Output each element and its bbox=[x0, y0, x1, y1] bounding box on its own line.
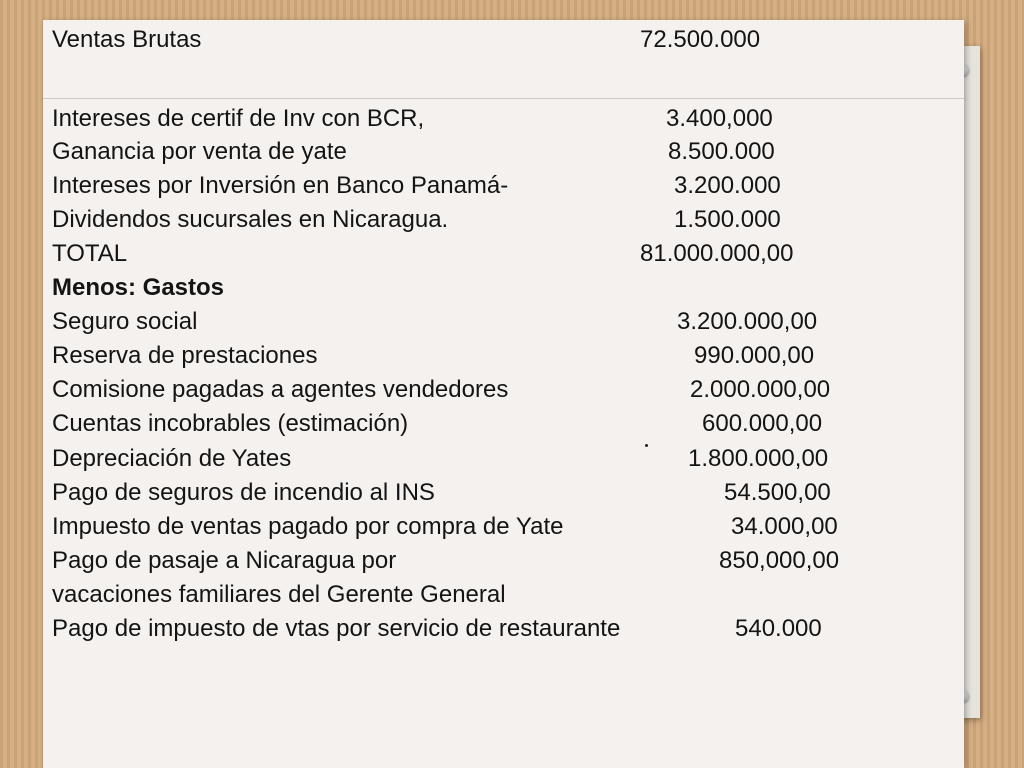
expense-line-label: Reserva de prestaciones bbox=[52, 342, 318, 369]
income-line-label: Intereses por Inversión en Banco Panamá- bbox=[52, 172, 509, 199]
income-line-value: 1.500.000 bbox=[674, 206, 781, 233]
expense-line-value: 990.000,00 bbox=[694, 342, 815, 369]
gross-sales-value: 72.500.000 bbox=[640, 26, 761, 53]
expense-line-label: Depreciación de Yates bbox=[52, 445, 292, 472]
expense-line-value: 600.000,00 bbox=[702, 410, 823, 437]
expenses-heading: Menos: Gastos bbox=[52, 274, 225, 301]
expense-line-value: 540.000 bbox=[735, 615, 822, 642]
total-value: 81.000.000,00 bbox=[640, 240, 794, 267]
expense-line-value: 2.000.000,00 bbox=[690, 376, 831, 403]
header-band bbox=[43, 20, 964, 99]
expense-line-value: 3.200.000,00 bbox=[677, 308, 818, 335]
gross-sales-label: Ventas Brutas bbox=[52, 26, 202, 53]
expense-line-value: 1.800.000,00 bbox=[688, 445, 829, 472]
total-label: TOTAL bbox=[52, 240, 128, 267]
expense-line-value: 34.000,00 bbox=[731, 513, 838, 540]
expense-line-label: Comisione pagadas a agentes vendedores bbox=[52, 376, 509, 403]
expense-line-label: Seguro social bbox=[52, 308, 198, 335]
expense-line-value: 54.500,00 bbox=[724, 479, 831, 506]
income-line-label: Intereses de certif de Inv con BCR, bbox=[52, 105, 425, 132]
income-line-value: 8.500.000 bbox=[668, 138, 775, 165]
stray-dot bbox=[645, 444, 648, 447]
expense-line-label: vacaciones familiares del Gerente General bbox=[52, 581, 506, 608]
expense-line-value: 850,000,00 bbox=[719, 547, 840, 574]
income-line-label: Ganancia por venta de yate bbox=[52, 138, 347, 165]
document-page bbox=[43, 20, 964, 768]
income-line-value: 3.400,000 bbox=[666, 105, 773, 132]
income-line-label: Dividendos sucursales en Nicaragua. bbox=[52, 206, 449, 233]
income-line-value: 3.200.000 bbox=[674, 172, 781, 199]
expense-line-label: Pago de seguros de incendio al INS bbox=[52, 479, 435, 506]
expense-line-label: Impuesto de ventas pagado por compra de Yate bbox=[52, 513, 564, 540]
expense-line-label: Cuentas incobrables (estimación) bbox=[52, 410, 409, 437]
expense-line-label: Pago de pasaje a Nicaragua por bbox=[52, 547, 397, 574]
expense-line-label: Pago de impuesto de vtas por servicio de restaurante bbox=[52, 615, 621, 642]
